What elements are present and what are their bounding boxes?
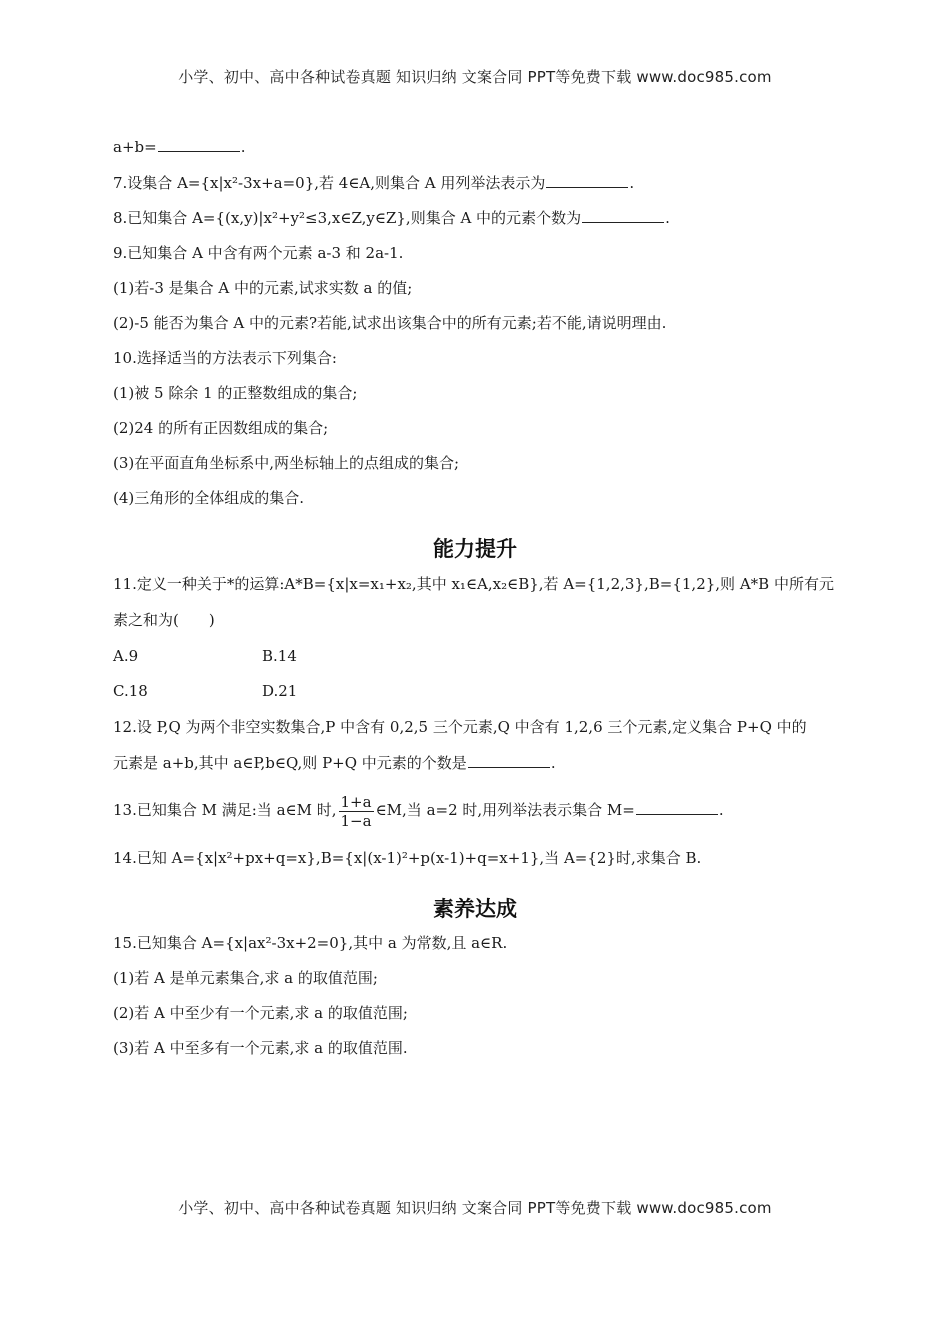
q6-tail: a+b= . <box>113 138 246 156</box>
footer-banner: 小学、初中、高中各种试卷真题 知识归纳 文案合同 PPT等免费下载 www.doc985.com <box>178 1199 772 1217</box>
section-heading-ability: 能力提升 <box>433 537 517 561</box>
answer-blank <box>636 800 718 815</box>
question-10-part-1: (1)被 5 除余 1 的正整数组成的集合; <box>113 384 358 402</box>
question-8: 8.已知集合 A={(x,y)|x²+y²≤3,x∈Z,y∈Z},则集合 A 中的元素个数为 . <box>113 209 670 227</box>
question-10: 10.选择适当的方法表示下列集合: <box>113 349 337 367</box>
fraction-denominator: 1−a <box>340 811 372 830</box>
answer-blank <box>546 173 628 188</box>
question-15-part-1: (1)若 A 是单元素集合,求 a 的取值范围; <box>113 969 378 987</box>
question-9: 9.已知集合 A 中含有两个元素 a-3 和 2a-1. <box>113 244 404 262</box>
question-14: 14.已知 A={x|x²+px+q=x},B={x|(x-1)²+p(x-1)+q=x+1},当 A={2}时,求集合 B. <box>113 849 702 867</box>
section-heading-literacy: 素养达成 <box>433 897 517 921</box>
question-7-text: 7.设集合 A={x|x²-3x+a=0},若 4∈A,则集合 A 用列举法表示为 <box>113 174 546 192</box>
question-13: 13.已知集合 M 满足:当 a∈M 时, $\frac{1+a}{1-a}$ ∈M,当 a=2 时,用列举法表示集合 M= . <box>113 792 724 830</box>
question-10-part-3: (3)在平面直角坐标系中,两坐标轴上的点组成的集合; <box>113 454 460 472</box>
question-10-part-4: (4)三角形的全体组成的集合. <box>113 489 305 507</box>
q6-tail-text: a+b= <box>113 138 157 156</box>
answer-blank <box>468 753 550 768</box>
answer-blank <box>158 137 240 152</box>
fraction <box>339 793 374 830</box>
question-11-line-2: 素之和为( ) <box>113 611 215 629</box>
question-11-line-1: 11.定义一种关于*的运算:A*B={x|x=x₁+x₂,其中 x₁∈A,x₂∈B},若 A={1,2,3},B={1,2},则 A*B 中所有元 <box>113 575 834 593</box>
question-9-part-2: (2)-5 能否为集合 A 中的元素?若能,试求出该集合中的所有元素;若不能,请说明理由. <box>113 314 667 332</box>
q11-option-a: A.9 <box>113 647 139 665</box>
question-12-line-1: 12.设 P,Q 为两个非空实数集合,P 中含有 0,2,5 三个元素,Q 中含有 1,2,6 三个元素,定义集合 P+Q 中的 <box>113 718 807 736</box>
question-10-part-2: (2)24 的所有正因数组成的集合; <box>113 419 329 437</box>
q11-option-b: B.14 <box>262 647 297 665</box>
question-8-text: 8.已知集合 A={(x,y)|x²+y²≤3,x∈Z,y∈Z},则集合 A 中的元素个数为 <box>113 209 582 227</box>
q11-option-d: D.21 <box>262 682 298 700</box>
question-15: 15.已知集合 A={x|ax²-3x+2=0},其中 a 为常数,且 a∈R. <box>113 934 508 952</box>
question-12-line-2: 元素是 a+b,其中 a∈P,b∈Q,则 P+Q 中元素的个数是 . <box>113 754 556 772</box>
question-15-part-3: (3)若 A 中至多有一个元素,求 a 的取值范围. <box>113 1039 408 1057</box>
question-9-part-1: (1)若-3 是集合 A 中的元素,试求实数 a 的值; <box>113 279 413 297</box>
question-12-text: 元素是 a+b,其中 a∈P,b∈Q,则 P+Q 中元素的个数是 <box>113 754 467 772</box>
q11-option-c: C.18 <box>113 682 148 700</box>
question-15-part-2: (2)若 A 中至少有一个元素,求 a 的取值范围; <box>113 1004 408 1022</box>
header-banner: 小学、初中、高中各种试卷真题 知识归纳 文案合同 PPT等免费下载 www.doc985.com <box>178 68 772 86</box>
question-13-pre: 13.已知集合 M 满足:当 a∈M 时, <box>113 801 337 819</box>
fraction-numerator: 1+a <box>340 792 372 811</box>
question-7: 7.设集合 A={x|x²-3x+a=0},若 4∈A,则集合 A 用列举法表示为 . <box>113 174 635 192</box>
answer-blank <box>582 208 664 223</box>
question-13-post: ∈M,当 a=2 时,用列举法表示集合 M= <box>375 801 635 819</box>
